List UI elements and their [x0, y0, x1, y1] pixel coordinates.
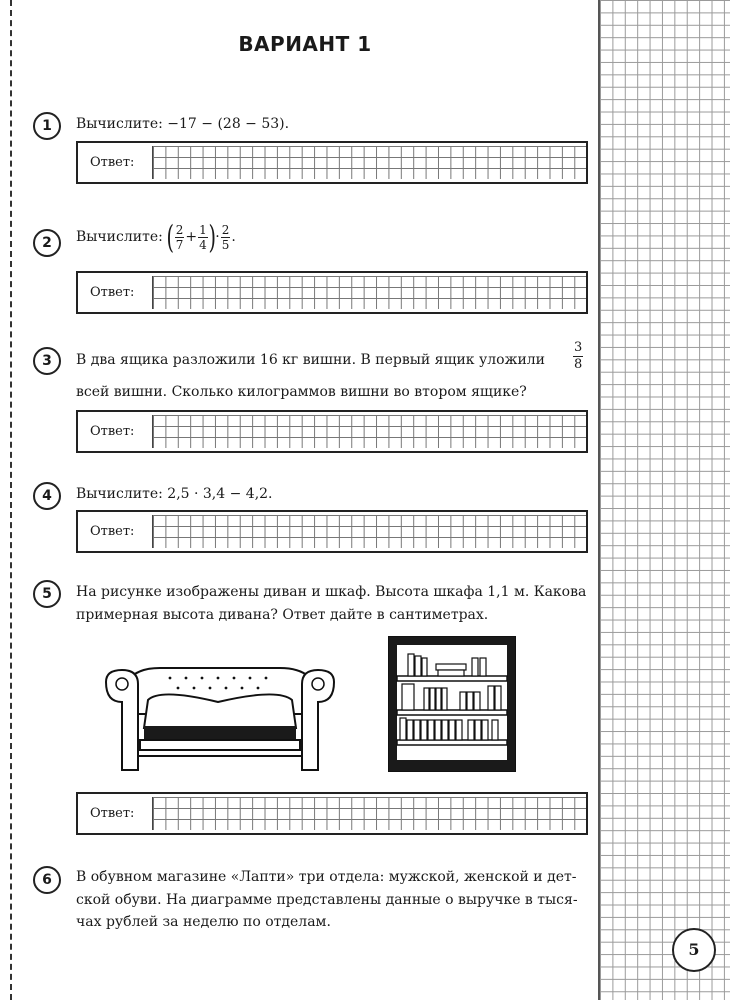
task-2-suffix: .	[231, 229, 236, 245]
answer-label: Ответ:	[90, 424, 135, 439]
task-3-number: 3	[33, 347, 61, 375]
task-2-number: 2	[33, 229, 61, 257]
fraction-1: $\frac{2}{7}$	[175, 222, 184, 252]
task-5-number: 5	[33, 580, 61, 608]
task-1-text: Вычислите: −17 − (28 − 53).	[76, 116, 290, 132]
task-1-answer-box[interactable]	[76, 141, 588, 184]
bookcase-illustration	[388, 636, 516, 772]
answer-cells[interactable]	[152, 276, 586, 309]
answer-label: Ответ:	[90, 285, 135, 300]
task-2-answer-box[interactable]	[76, 271, 588, 314]
task-6-line-1: В обувном магазине «Лапти» три отдела: мужской, женской и дет-	[76, 869, 577, 885]
task-1-number: 1	[33, 112, 61, 140]
task-4-number: 4	[33, 482, 61, 510]
task-4-text: Вычислите: 2,5 · 3,4 − 4,2.	[76, 486, 273, 502]
close-paren-glyph: )	[208, 218, 216, 256]
dot-sign: ·	[215, 229, 220, 245]
answer-cells[interactable]	[152, 797, 586, 830]
task-6-number: 6	[33, 866, 61, 894]
page-number: 5	[672, 928, 716, 972]
open-paren-glyph: (	[166, 218, 175, 256]
task-2-text	[76, 218, 236, 256]
task-3-line-2: всей вишни. Сколько килограммов вишни во втором ящике?	[76, 384, 527, 400]
answer-label: Ответ:	[90, 524, 135, 539]
answer-cells[interactable]	[152, 415, 586, 448]
task-5-answer-box[interactable]	[76, 792, 588, 835]
answer-label: Ответ:	[90, 806, 135, 821]
fraction-3: $\frac{2}{5}$	[221, 222, 230, 252]
task-5-line-1: На рисунке изображены диван и шкаф. Высота шкафа 1,1 м. Какова	[76, 584, 587, 600]
task-5-line-2: примерная высота дивана? Ответ дайте в сантиметрах.	[76, 607, 489, 623]
task-2-prefix: Вычислите:	[76, 229, 163, 245]
sofa-illustration	[100, 662, 340, 774]
answer-cells[interactable]	[152, 515, 586, 548]
cut-line	[10, 0, 12, 1000]
task-3-answer-box[interactable]	[76, 410, 588, 453]
fraction-2: $\frac{1}{4}$	[199, 222, 207, 252]
answer-cells[interactable]	[152, 146, 586, 179]
draft-grid	[598, 0, 730, 1000]
task-6-line-3: чах рублей за неделю по отделам.	[76, 914, 331, 930]
task-6-line-2: ской обуви. На диаграмме представлены данные о выручке в тыся-	[76, 892, 578, 908]
plus-sign: +	[185, 229, 198, 245]
task-3-fraction: $\frac{3}{8}$	[574, 340, 583, 372]
task-3-line-1: В два ящика разложили 16 кг вишни. В первый ящик уложили	[76, 352, 545, 368]
task-4-answer-box[interactable]	[76, 510, 588, 553]
page-title: ВАРИАНТ 1	[238, 32, 372, 56]
answer-label: Ответ:	[90, 155, 135, 170]
